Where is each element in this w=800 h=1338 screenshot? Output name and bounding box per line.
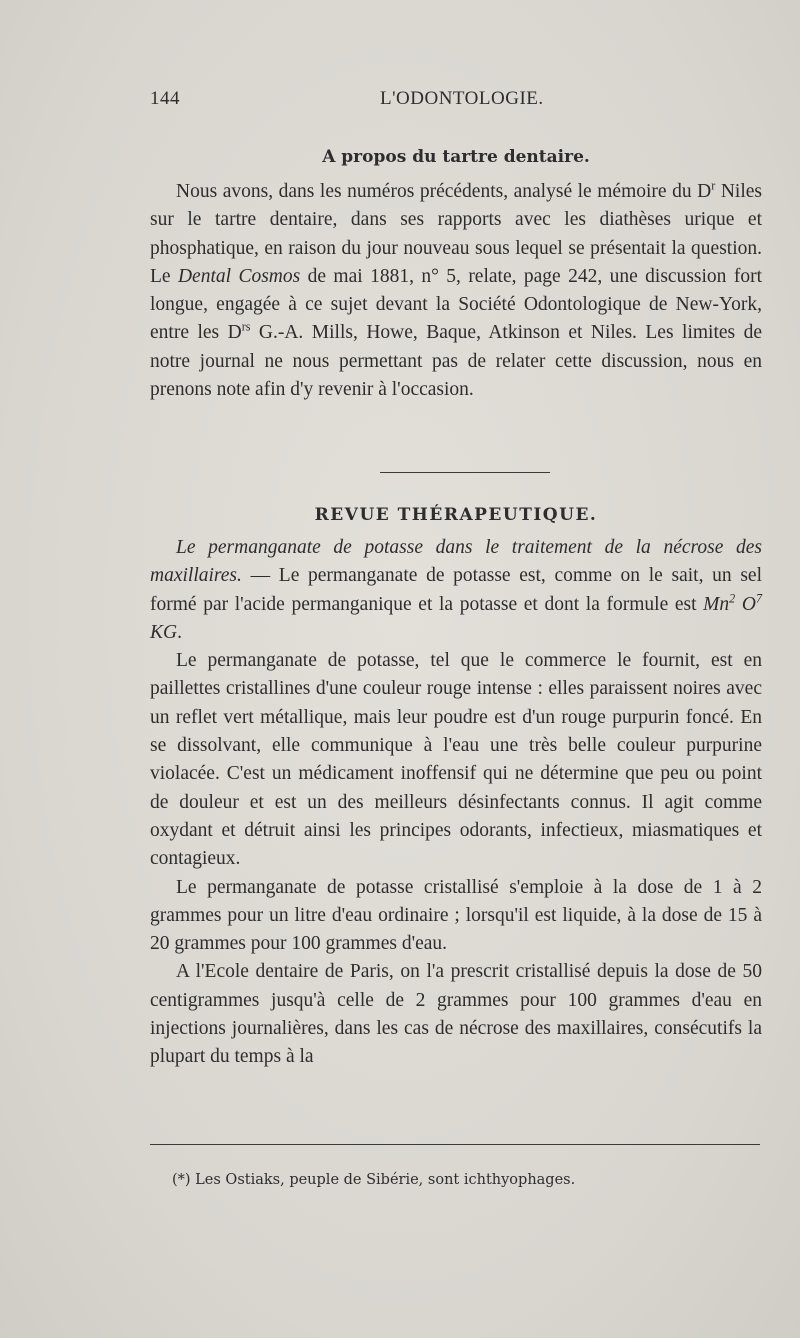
journal-title: L'ODONTOLOGIE. xyxy=(380,88,544,109)
paragraph: Le permanganate de potasse, tel que le commerce le fournit, est en paillettes cristallines d'une couleur rouge intense : elles paraissent noires avec un reflet vert métallique, mais leur poudre est d'un rouge purpurin foncé. En se dissolvant, elle communique à l'eau une très belle couleur purpurine violacée. C'est un médicament inoffensif qui ne détermine que peu ou point de douleur et est un des meilleurs désinfectants connus. Il agit comme oxydant et détruit ainsi les principes odorants, infectieux, miasmatiques et contagieux. xyxy=(150,650,762,870)
section-divider xyxy=(380,472,550,473)
paragraph: Le permanganate de potasse dans le traitement de la nécrose des maxillaires. — Le permanganate de potasse est, comme on le sait, un sel formé par l'acide permanganique et la potasse et dont la formule est Mn$^2$ $O^7$ KG. xyxy=(150,537,762,643)
article-lead: Le permanganate de potasse dans le traitement de la nécrose des maxillaires. xyxy=(150,537,762,587)
chemical-formula: Mn$^2$ $O^7$ KG xyxy=(150,591,762,643)
paragraph: A l'Ecole dentaire de Paris, on l'a prescrit cristallisé depuis la dose de 50 centigrammes jusqu'à celle de 2 grammes pour 100 grammes d'eau en injections journalières, dans les cas de nécrose des maxillaires, consécutifs la plupart du temps à la xyxy=(150,961,762,1068)
article-body-permanganate xyxy=(150,534,762,1072)
section-title-therapeutique: REVUE THÉRAPEUTIQUE. xyxy=(314,505,598,525)
paragraph: Nous avons, dans les numéros précédents, analysé le mémoire du $D^r$ Niles sur le tartre dentaire, dans ses rapports avec les diathèses urique et phosphatique, en raison du jour nouveau sous lequel se présentait la question. Le Dental Cosmos de mai 1881, n° 5, relate, page 242, une discussion fort longue, engagée à ce sujet devant la Société Odontologique de New-York, entre les $D^{rs}$ G.-A. Mills, Howe, Baque, Atkinson et Niles. Les limites de notre journal ne nous permettant pas de relater cette discussion, nous en prenons note afin d'y revenir à l'occasion. xyxy=(150,178,762,401)
page-number: 144 xyxy=(150,88,180,109)
footnote: (*) Les Ostiaks, peuple de Sibérie, sont ichthyophages. xyxy=(172,1172,576,1188)
paragraph: Le permanganate de potasse cristallisé s'emploie à la dose de 1 à 2 grammes pour un litre d'eau ordinaire ; lorsqu'il est liquide, à la dose de 15 à 20 grammes pour 100 grammes d'eau. xyxy=(150,876,762,955)
footnote-rule xyxy=(150,1144,760,1145)
article-body-tartre xyxy=(150,178,762,404)
running-header xyxy=(150,88,762,114)
journal-name: Dental Cosmos xyxy=(177,265,301,287)
article-title-tartre: A propos du tartre dentaire. xyxy=(322,147,590,167)
